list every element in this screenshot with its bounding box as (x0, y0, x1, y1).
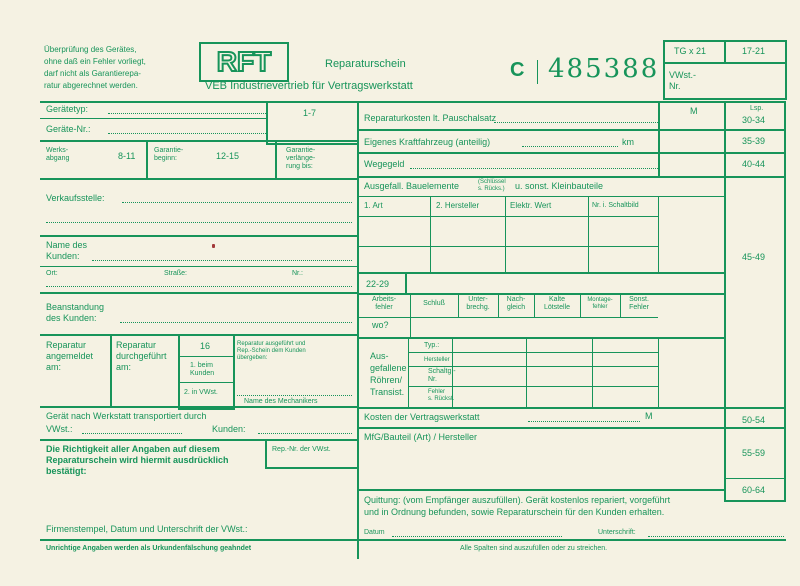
warranty-notice: Überprüfung des Gerätes, ohne daß ein Fehler vorliegt, darf nicht als Garantierepa- ratur abgerechnet werden. (44, 45, 146, 90)
vwst-transport-label: VWst.: (46, 424, 73, 434)
form-number: 485388 (548, 54, 660, 84)
col-hersteller: 2. Hersteller (436, 201, 480, 210)
rep-angemeldet-label: Reparatur angemeldet am: (46, 340, 94, 372)
form-series: C (510, 59, 525, 81)
code-16: 16 (200, 341, 211, 351)
code-60-64: 60-64 (742, 485, 766, 495)
code-45-49: 45-49 (742, 252, 766, 262)
code-22-29: 22-29 (366, 279, 390, 289)
garantiebeginn-label: Garantie- beginn: (154, 147, 184, 162)
code-35-39: 35-39 (742, 136, 766, 146)
hersteller-row-label: Hersteller (424, 357, 450, 363)
transport-label: Gerät nach Werkstatt transportiert durch (46, 411, 207, 421)
garantieverlaengerung-label: Garantie- verlänge- rung bis: (286, 147, 316, 170)
code-1-7: 1-7 (303, 108, 317, 118)
tg-label: TG x 21 (674, 46, 707, 56)
strasse-label: Straße: (164, 270, 187, 277)
code-30-34: 30-34 (742, 115, 766, 125)
fehler-col: Unter- brechg. (466, 296, 490, 311)
wegegeld-label: Wegegeld (364, 159, 405, 169)
col-wert: Elektr. Wert (510, 201, 552, 210)
pauschalsatz-label: Reparaturkosten lt. Pauschalsatz (364, 113, 497, 123)
kosten-vertragswerkstatt-label: Kosten der Vertragswerkstatt (364, 412, 480, 422)
ort-label: Ort: (46, 270, 58, 277)
typ-label: Typ.: (424, 342, 440, 349)
mfg-bauteil-label: MfG/Bauteil (Art) / Hersteller (364, 432, 478, 442)
beanstandung-label: Beanstandung des Kunden: (46, 302, 105, 323)
footer-warning: Unrichtige Angaben werden als Urkundenfälschung geahndet (46, 545, 252, 552)
kleinbauteile-label: u. sonst. Kleinbauteile (515, 181, 604, 191)
form-subtitle: VEB Industrievertrieb für Vertragswerkstatt (205, 80, 413, 92)
code-55-59: 55-59 (742, 448, 766, 458)
wo-label: wo? (372, 320, 389, 330)
rep-durchgefuehrt-label: Reparatur durchgeführt am: (116, 340, 167, 372)
rep-uebergeben-label: Reparatur ausgeführt und Rep.-Schein dem Kunden übergeben: (237, 341, 306, 361)
rep-nr-vwst-label: Rep.-Nr. der VWst. (272, 446, 331, 453)
code-8-11: 8-11 (118, 151, 136, 161)
nr-label: Nr.: (292, 270, 303, 277)
rft-logo-mark (201, 44, 287, 80)
kunden-transport-label: Kunden: (212, 424, 246, 434)
beim-kunden-option: 1. beim Kunden (190, 362, 215, 377)
verkaufsstelle-label: Verkaufsstelle: (46, 193, 105, 203)
name-kunden-label: Name des Kunden: (46, 240, 88, 261)
km-label: km (622, 137, 634, 147)
rft-logo (199, 42, 289, 82)
m-label: M (690, 106, 698, 116)
in-vwst-option: 2. in VWst. (184, 389, 218, 396)
geraetetyp-label: Gerätetyp: (46, 104, 89, 114)
lsp-label: Lsp. (750, 105, 764, 112)
col-schaltbild: Nr. i. Schaltbild (592, 202, 639, 209)
code-40-44: 40-44 (742, 159, 766, 169)
ausgefallene-roehren-label: Aus- gefallene Röhren/ Transist. (370, 351, 407, 397)
tg-code: 17-21 (742, 46, 766, 56)
unterschrift-label: Unterschrift: (598, 529, 636, 536)
code-50-54: 50-54 (742, 415, 766, 425)
quittung-text: Quittung: (vom Empfänger auszufüllen). Gerät kostenlos repariert, vorgeführt und in Ordnung befunden, sowie Reparaturschein für den Kunden erhalten. (364, 495, 671, 517)
kraftfahrzeug-label: Eigenes Kraftfahrzeug (anteilig) (364, 137, 491, 147)
richtigkeit-statement: Die Richtigkeit aller Angaben auf diesem Reparaturschein wird hiermit ausdrücklich bestätigt: (46, 444, 229, 476)
schluessel-note: (Schlüssel s. Rücks.) (478, 179, 506, 192)
form-title: Reparaturschein (325, 58, 406, 70)
ausgefall-bauelemente-label: Ausgefall. Bauelemente (364, 181, 460, 191)
firmenstempel-label: Firmenstempel, Datum und Unterschrift der VWst.: (46, 524, 248, 534)
ink-mark (212, 244, 215, 248)
name-mechaniker-label: Name des Mechanikers (244, 398, 318, 405)
col-art: 1. Art (364, 201, 383, 210)
fehler-col: Kalte Lötstelle (543, 296, 571, 311)
footer-instruction: Alle Spalten sind auszufüllen oder zu streichen. (460, 545, 608, 552)
fehler-rueck-label: Fehler s. Rückst. (428, 389, 455, 402)
fehler-col: Schluß (423, 300, 445, 307)
vwst-nr-label: VWst.- Nr. (669, 70, 696, 91)
m-label-2: M (645, 411, 653, 421)
rft-logo-text: RFT (216, 46, 272, 77)
schaltg-nr-label: Schaltg.- Nr. (428, 368, 456, 383)
datum-label: Datum (364, 529, 385, 536)
code-12-15: 12-15 (216, 151, 240, 161)
geraete-nr-label: Geräte-Nr.: (46, 124, 91, 134)
werksabgang-label: Werks- abgang (46, 147, 70, 162)
fehler-col: Arbeits- fehler (371, 296, 397, 311)
fehler-col: Sonst. Fehler (629, 296, 649, 311)
fehler-col: Montage- fehler (587, 297, 613, 310)
fehler-col: Nach- gleich (506, 296, 526, 311)
